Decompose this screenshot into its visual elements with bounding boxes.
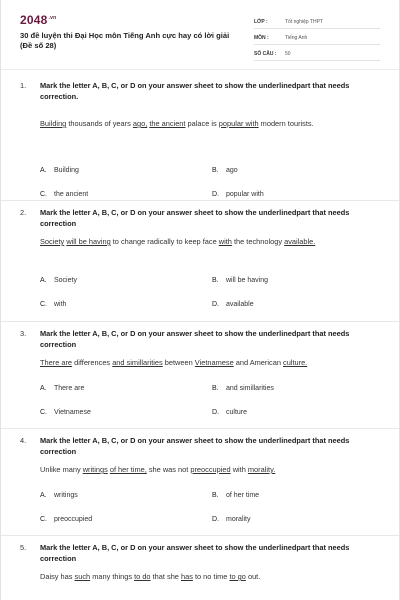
option-c[interactable] <box>40 516 92 523</box>
option-a[interactable] <box>40 277 77 284</box>
question-number: 5. <box>20 543 27 552</box>
option-letter: C. <box>40 301 47 308</box>
sentence-segment: out. <box>245 572 261 581</box>
option-letter: C. <box>40 409 47 416</box>
question-number: 3. <box>20 329 27 338</box>
option-text: ago <box>226 167 238 174</box>
sentence-segment: that she <box>150 572 181 581</box>
meta-value: Tốt nghiệp THPT <box>285 19 323 25</box>
meta-key: SỐ CÂU : <box>254 51 277 57</box>
sentence-segment: she was not <box>146 465 191 474</box>
option-letter: D. <box>212 301 219 308</box>
option-letter: A. <box>40 385 47 392</box>
sentence-segment: the technology <box>231 237 285 246</box>
option-letter: C. <box>40 516 47 523</box>
underlined-segment: the ancient <box>149 119 186 128</box>
option-text: of her time <box>226 492 260 499</box>
sentence-segment: many things <box>90 572 135 581</box>
underlined-segment: to do <box>134 572 151 581</box>
option-text: with <box>54 301 67 308</box>
meta-row-count <box>254 48 380 61</box>
option-a[interactable] <box>40 492 78 499</box>
question-sentence <box>40 464 370 476</box>
option-b[interactable] <box>212 385 274 392</box>
option-letter: A. <box>40 492 47 499</box>
option-text: writings <box>54 492 78 499</box>
option-text: the ancient <box>54 191 89 198</box>
option-a[interactable] <box>40 385 84 392</box>
option-text: available <box>226 301 254 308</box>
question-divider <box>1 535 399 536</box>
option-text: There are <box>54 385 85 392</box>
option-text: morality <box>226 516 251 523</box>
underlined-segment: popular with <box>218 119 259 128</box>
option-letter: D. <box>212 409 219 416</box>
meta-row-class <box>254 16 380 29</box>
page-header <box>1 0 399 70</box>
question-prompt: Mark the letter A, B, C, or D on your answer sheet to show the underlinedpart that needs correction <box>40 208 350 228</box>
underlined-segment: morality. <box>247 465 276 474</box>
underlined-segment: and simillarities <box>112 358 163 367</box>
option-c[interactable] <box>40 191 88 198</box>
underlined-segment: will be having <box>66 237 111 246</box>
option-letter: B. <box>212 277 219 284</box>
question-sentence <box>40 357 370 369</box>
option-letter: C. <box>40 191 47 198</box>
sentence-segment: to change radically to keep face <box>110 237 219 246</box>
sentence-segment: modern tourists. <box>258 119 314 128</box>
option-d[interactable] <box>212 301 254 308</box>
option-text: Society <box>54 277 77 284</box>
sentence-segment: Daisy has <box>40 572 75 581</box>
option-c[interactable] <box>40 409 91 416</box>
exam-meta <box>254 16 380 64</box>
underlined-segment: ago, <box>132 119 148 128</box>
question-number: 1. <box>20 81 27 90</box>
option-letter: A. <box>40 167 47 174</box>
logo-text: 2048 <box>20 13 48 27</box>
option-a[interactable] <box>40 167 79 174</box>
option-letter: A. <box>40 277 47 284</box>
underlined-segment: such <box>74 572 91 581</box>
option-b[interactable] <box>212 277 268 284</box>
option-d[interactable] <box>212 516 251 523</box>
document-title: 30 đề luyện thi Đại Học môn Tiếng Anh cực hay có lời giải (Đề số 28) <box>20 31 230 50</box>
option-letter: D. <box>212 516 219 523</box>
option-text: will be having <box>226 277 269 284</box>
sentence-segment: with <box>230 465 248 474</box>
option-text: popular with <box>226 191 264 198</box>
meta-row-subject <box>254 32 380 45</box>
meta-value: Tiếng Anh <box>285 35 308 41</box>
question-divider <box>1 321 399 322</box>
question-divider <box>1 200 399 201</box>
option-text: Vietnamese <box>54 409 91 416</box>
sentence-segment: palace is <box>185 119 219 128</box>
underlined-segment: culture. <box>283 358 308 367</box>
underlined-segment: Society <box>40 237 65 246</box>
question-sentence <box>40 571 370 583</box>
underlined-segment: preoccupied <box>190 465 231 474</box>
question-prompt: Mark the letter A, B, C, or D on your answer sheet to show the underlinedpart that needs correction <box>40 329 350 349</box>
question-prompt: Mark the letter A, B, C, or D on your answer sheet to show the underlinedpart that needs correction <box>40 436 350 456</box>
sentence-segment: between <box>162 358 195 367</box>
underlined-segment: with <box>218 237 232 246</box>
question-prompt: Mark the letter A, B, C, or D on your answer sheet to show the underlinedpart that needs correction <box>40 543 350 563</box>
underlined-segment: There are <box>40 358 73 367</box>
option-c[interactable] <box>40 301 66 308</box>
question-sentence <box>40 118 370 130</box>
option-b[interactable] <box>212 167 238 174</box>
underlined-segment: has <box>180 572 193 581</box>
option-text: and simillarities <box>226 385 274 392</box>
option-d[interactable] <box>212 191 264 198</box>
question-number: 2. <box>20 208 27 217</box>
question-divider <box>1 428 399 429</box>
sentence-segment: to no time <box>192 572 230 581</box>
meta-key: MÔN : <box>254 35 269 41</box>
option-letter: B. <box>212 167 219 174</box>
option-text: preoccupied <box>54 516 93 523</box>
meta-key: LỚP : <box>254 19 268 25</box>
option-d[interactable] <box>212 409 247 416</box>
underlined-segment: available. <box>284 237 316 246</box>
meta-value: 50 <box>285 51 291 57</box>
underlined-segment: Building <box>40 119 67 128</box>
question-number: 4. <box>20 436 27 445</box>
option-letter: B. <box>212 385 219 392</box>
option-text: culture <box>226 409 248 416</box>
question-prompt: Mark the letter A, B, C, or D on your answer sheet to show the underlinedpart that needs correction. <box>40 81 350 101</box>
sentence-segment: thousands of years <box>66 119 133 128</box>
option-letter: D. <box>212 191 219 198</box>
sentence-segment: Unlike many <box>40 465 83 474</box>
logo-suffix: .vn <box>48 15 57 21</box>
option-text: Building <box>54 167 79 174</box>
underlined-segment: writings <box>82 465 108 474</box>
option-b[interactable] <box>212 492 259 499</box>
underlined-segment: to go <box>229 572 246 581</box>
underlined-segment: of her time, <box>109 465 147 474</box>
sentence-segment: and American <box>233 358 283 367</box>
option-letter: B. <box>212 492 219 499</box>
question-sentence <box>40 236 370 248</box>
sentence-segment: differences <box>72 358 113 367</box>
underlined-segment: Vietnamese <box>194 358 234 367</box>
site-logo[interactable] <box>20 13 56 27</box>
